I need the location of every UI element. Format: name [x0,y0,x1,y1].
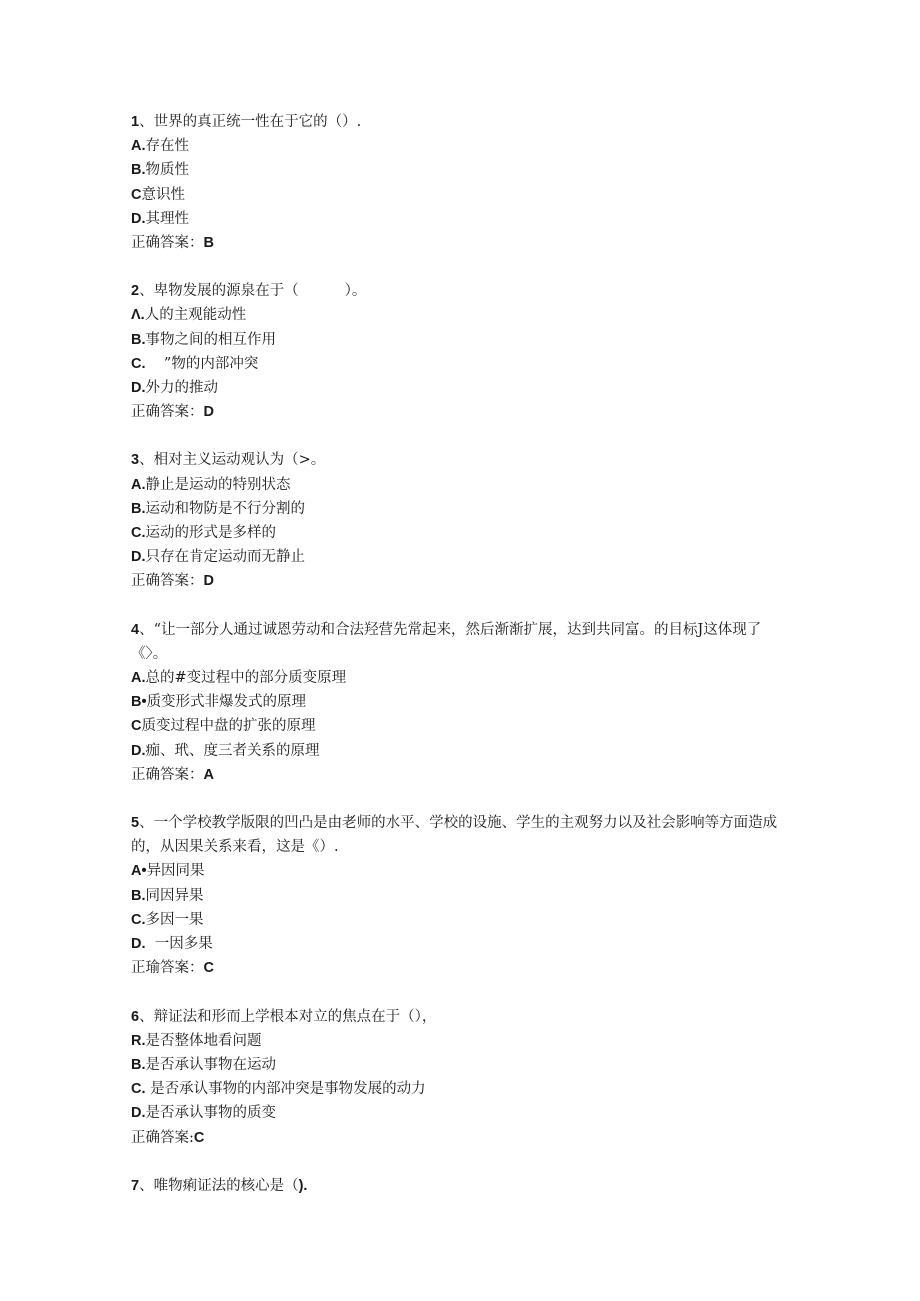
option-c [131,183,791,207]
option-text: 运动和物防是不行分割的 [145,500,305,517]
option-letter: D. [131,936,146,953]
option-b [131,1053,791,1077]
question-number: 1 [131,114,140,130]
option-text: 是否整体地看问题 [145,1032,262,1049]
question-separator: 、 [139,1177,154,1194]
option-letter: C [131,186,142,203]
option-d [131,207,791,231]
question-text: 卑物发展的源泉在于（ ）。 [153,283,367,300]
option-letter: B• [131,694,147,711]
answer-label: 正确答案： [131,235,204,252]
question-text: 相对主义运动观认为（>。 [153,452,326,469]
option-letter: A. [131,138,146,155]
question-separator: 、 [139,1008,154,1025]
question-separator: 、 [139,452,154,469]
option-letter: A• [131,863,147,880]
option-text: 同因异果 [145,887,204,904]
option-c [131,908,791,932]
question-6 [131,1005,791,1150]
question-number: 7 [131,1177,140,1194]
question-text: 一个学校教学版限的凹凸是由老师的水平、学校的设施、学生的主观努力以及社会影响等方面造成的，从因果关系来看，这是《）. [131,815,778,856]
option-letter: C. [131,355,146,372]
question-4 [131,618,791,787]
option-letter: C [131,718,142,735]
option-text: 意识性 [141,186,185,203]
option-text: 一因多果 [145,936,213,953]
question-number: 6 [131,1008,140,1025]
question-1 [131,110,791,255]
option-letter: D. [131,1105,146,1122]
option-letter: D. [131,742,146,759]
option-text: 静止是运动的特别状态 [145,476,291,493]
answer-value: C [203,960,214,977]
option-text: 是否承认事物在运动 [145,1056,276,1073]
option-c [131,714,791,738]
option-letter: D. [131,380,146,397]
answer-label: 正确答案： [131,766,204,783]
question-text: 唯物痢证法的核心是（ [153,1177,299,1194]
option-text: 其理性 [145,210,189,227]
question-number: 5 [131,815,140,832]
answer-value: D [203,573,214,590]
answer-label: 正确答案： [131,573,204,590]
option-letter: R. [131,1032,146,1049]
option-c [131,1077,791,1101]
option-letter: B. [131,162,146,179]
option-text: 事物之间的相互作用 [145,331,276,348]
option-letter: B. [131,500,146,517]
option-b [131,328,791,352]
question-stem [131,1005,791,1029]
option-a [131,859,791,883]
option-text: 是否承认事物的内部冲突是事物发展的动力 [145,1081,426,1098]
option-text: 运动的形式是多样的 [145,525,276,542]
exam-page [131,110,791,1222]
question-stem [131,448,791,472]
option-a [131,134,791,158]
question-stem [131,618,791,666]
answer-label: 正确答案： [131,404,204,421]
answer-label: 正确答案: [131,1129,194,1146]
option-text: 只存在肯定运动而无静止 [145,549,305,566]
option-d [131,932,791,956]
option-text: 存在性 [145,138,189,155]
option-text: ”物的内部冲突 [145,355,259,372]
answer-line [131,763,791,787]
option-letter: D. [131,210,146,227]
question-stem [131,110,791,134]
answer-value: B [203,235,214,252]
option-b [131,884,791,908]
question-text: 辩证法和形而上学根本对立的焦点在于（）， [153,1008,437,1025]
answer-value: C [193,1129,205,1146]
option-letter: A. [131,670,146,687]
question-7 [131,1174,791,1198]
option-c [131,521,791,545]
question-number: 2 [131,283,140,300]
option-letter: B. [131,1056,146,1073]
option-text: 质变形式非爆发式的原理 [146,694,307,711]
question-stem [131,811,791,859]
question-stem [131,279,791,303]
option-text: 人的主观能动性 [144,307,247,324]
option-text: 外力的推动 [145,380,218,397]
answer-line [131,400,791,424]
question-2 [131,279,791,424]
question-separator: 、 [139,815,154,832]
answer-line [131,1126,791,1150]
option-letter: B. [131,887,146,904]
option-text: 是否承认事物的质变 [145,1105,276,1122]
question-separator: 、 [139,114,154,130]
option-letter: C. [131,525,146,542]
option-c [131,352,791,376]
question-3 [131,448,791,593]
option-b [131,690,791,714]
option-letter: C. [131,1081,146,1098]
option-letter: C. [131,911,146,928]
option-a [131,1029,791,1053]
question-number: 3 [131,452,140,469]
answer-line [131,231,791,255]
option-d [131,1101,791,1125]
question-text: “让一部分人通过诚恩劳动和合法羟营先常起来，然后渐渐扩展，达到共同富。的目标J这体现了《〉。 [131,621,762,662]
option-text: 物质性 [145,162,189,179]
option-a [131,303,791,327]
option-text: 痂、玳、度三者关系的原理 [145,742,320,759]
question-stem [131,1174,791,1198]
answer-line [131,956,791,980]
option-a [131,473,791,497]
question-text-tail: ). [298,1177,308,1194]
option-letter: B. [131,331,146,348]
option-d [131,545,791,569]
option-a [131,666,791,690]
question-separator: 、 [139,283,154,300]
option-text: 质变过程中盘的扩张的原理 [141,718,316,735]
option-text: 多因一果 [145,911,204,928]
option-d [131,739,791,763]
answer-value: A [203,766,214,783]
question-separator: 、 [139,621,154,638]
option-b [131,158,791,182]
option-letter: D. [131,549,146,566]
option-text: 总的#变过程中的部分质变原理 [145,670,347,687]
question-text: 世界的真正统一性在于它的（）. [153,114,362,130]
question-5 [131,811,791,980]
option-text: 异因同果 [146,863,205,880]
option-letter: Λ. [131,307,145,324]
option-b [131,497,791,521]
answer-line [131,569,791,593]
answer-value: D [203,404,214,421]
answer-label: 正瑜答案： [131,960,204,977]
option-d [131,376,791,400]
option-letter: A. [131,476,146,493]
question-number: 4 [131,621,140,638]
